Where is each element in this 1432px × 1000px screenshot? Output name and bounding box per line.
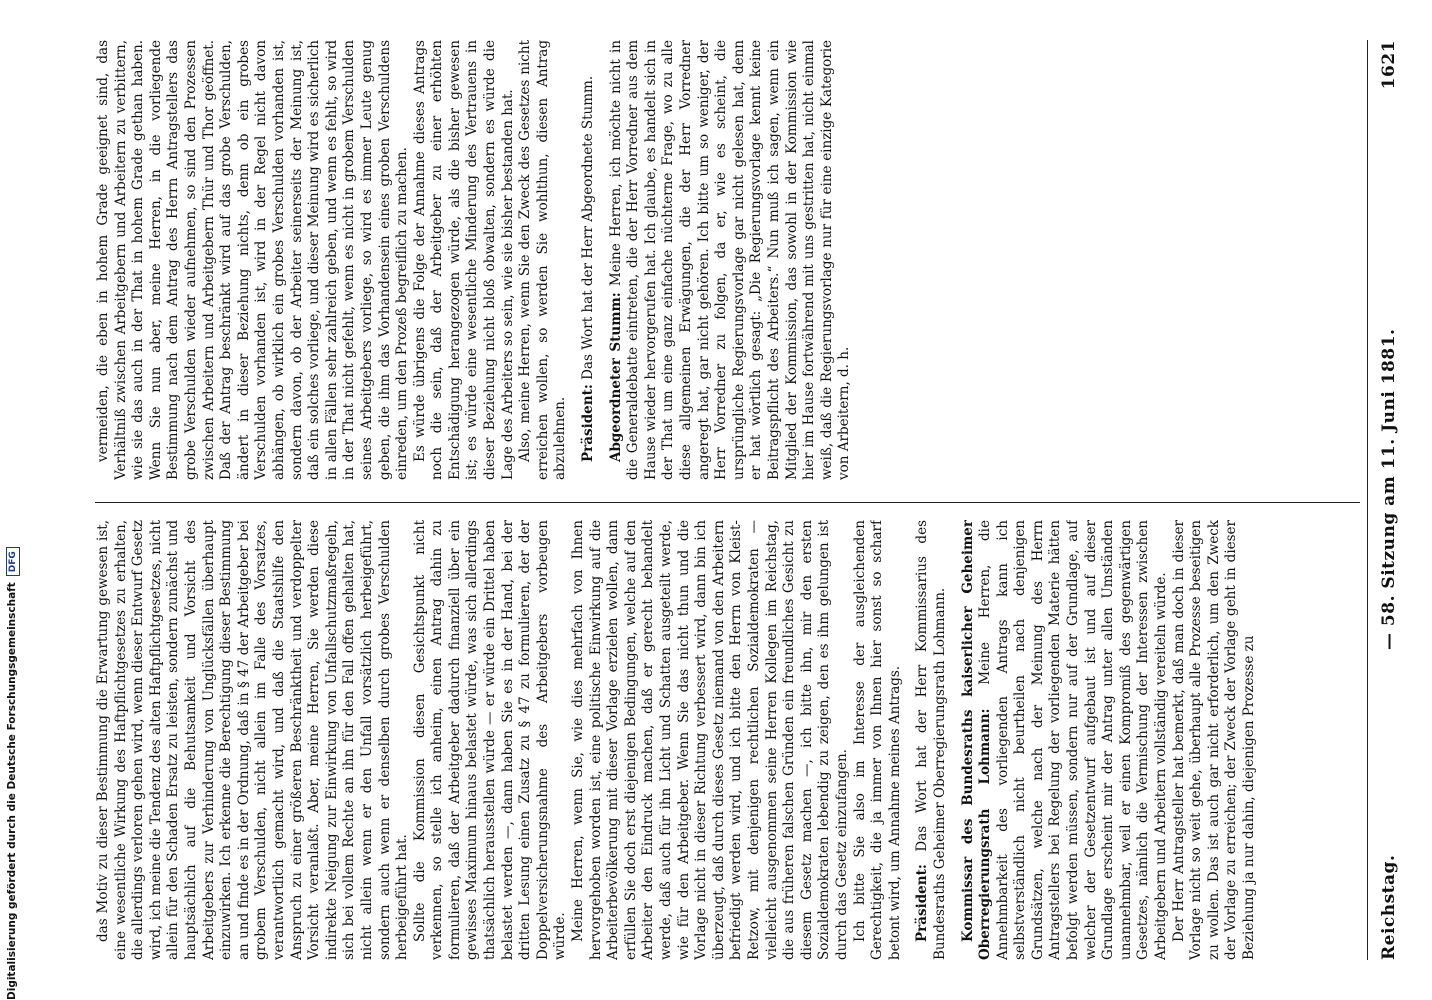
- speaker-name: Präsident:: [914, 864, 931, 942]
- paragraph: vermeiden, die eben in hohem Grade geeignet sind, das Verhältniß zwischen Arbeitgebern und Arbeitern zu verbittern, wie sie das auch in der That in hohem Grade gethan haben. Wenn Sie nun aber, meine Herren, in die vorliegende Bestimmung nach dem Antrag des Herrn Antragstellers das grobe Verschulden wieder aufnehmen, so sind den Prozessen zwischen Arbeitern und Arbeitgebern Thür und Thor geöffnet. Daß der Antrag beschränkt wird auf das grobe Verschulden, ändert in dieser Beziehung nichts, denn ob ein grobes Verschulden vorhanden ist, wird in der Regel nicht davon abhängen, ob wirklich ein grobes Verschulden vorhanden ist, sondern davon, ob der Arbeiter seinerseits der Meinung ist, daß ein solches vorliege, und dieser Meinung wird es sicherlich in allen Fällen sehr zahlreich geben, und wenn es fehlt, so wird in der That nicht gefehlt, wenn es nicht in grobem Verschulden seines Arbeitgebers vorliege, so wird es immer Leute genug geben, die ihm das Vorhandensein eines groben Verschuldens einreden, um den Prozeß begreiflich zu machen.: [95, 40, 411, 480]
- credit-text: Digitalisierung gefördert durch die Deutsche Forschungsgemeinschaft: [6, 582, 18, 1000]
- header-session: — 58. Sitzung am 11. Juni 1881.: [1379, 328, 1399, 650]
- paragraph: Ich bitte Sie also im Interesse der ausgleichenden Gerechtigkeit, die ja immer von Ihnen hier sonst so scharf betont wird, um Annahme meines Antrags.: [851, 520, 903, 960]
- paragraph: [1171, 520, 1259, 960]
- running-header: [1373, 40, 1409, 960]
- speaker-text: Meine Herren, die Annehmbarkeit des vorliegenden Antrags kann ich selbstverständlich nicht beurtheilen nach denjenigen Grundsätzen, welche nach der Meinung des Herrn Antragstellers bei Regelung der vorliegenden Materie hätten befolgt werden müssen, sondern nur auf der Grundlage, auf welcher der Gesetzentwurf aufgebaut ist und auf dieser Grundlage erscheint mir der Antrag unter allen Umständen unannehmbar, weil er einen Kompromiß des gegenwärtigen Gesetzes, nämlich die Vermischung der Interessen zwischen Arbeitgebern und Arbeitern vollständig vereiteln würde.: [977, 520, 1170, 960]
- dfg-logo: DFG: [6, 547, 20, 576]
- page-number: 1621: [1379, 40, 1399, 90]
- header-title: Reichstag.: [1379, 854, 1399, 960]
- speaker-paragraph: [580, 40, 598, 480]
- speaker-text: Der Herr Antragsteller hat bemerkt, daß man doch in dieser Vorlage nicht so weit gehe, überhaupt alle Prozesse beseitigen zu wollen. Das ist auch gar nicht erforderlich, um den Zweck der Vorlage zu erreichen; der Zweck der Vorlage geht in dieser Beziehung ja nur dahin, diejenigen Prozesse zu: [1170, 520, 1257, 960]
- right-column: [95, 40, 1360, 480]
- speaker-text: Meine Herren, ich möchte nicht in die Generaldebatte eintreten, die der Herr Vorredner aus dem Hause wieder hervorgerufen hat. Ich glaube, es handelt sich in der That um eine ganz einfache nüchterne Frage, wo zu alle diese allgemeinen Erwägungen, die der Herr Vorredner angeregt hat, gar nicht gehören. Ich bitte um so weniger, der Herr Vorredner zu folgen, da er, wie es scheint, die ursprüngliche Regierungsvorlage gar nicht gelesen hat, denn er hat wörtlich gesagt: „Die Regierungsvorlage kennt keine Beitragspflicht des Arbeiters.“ Nun muß ich sagen, wenn ein Mitglied der Kommission, das sowohl in der Kommission wie hier im Hause fortwährend mit uns gestritten hat, nicht einmal weiß, daß die Regierungsvorlage nur für eine einzige Kategorie von Arbeitern, d. h.: [607, 40, 853, 480]
- speaker-name: Kommissar des Bundesraths kaiserlicher Geheimer Oberregierungsrath Lohmann:: [959, 520, 994, 960]
- rotated-page-content: [83, 0, 1423, 1000]
- column-divider: [95, 502, 1360, 503]
- paragraph: Es würde übrigens die Folge der Annahme dieses Antrags noch die sein, daß der Arbeitgeber zu einer erhöhten Entschädigung herangezogen würde, als die bisher gewesen ist; es würde eine wesentliche Minderung des Vertrauens in dieser Beziehung nicht bloß obwalten, sondern es würde die Lage des Arbeiters so sein, wie sie bisher bestanden hat.: [411, 40, 516, 480]
- paragraph: Sollte die Kommission diesen Gesichtspunkt nicht verkennen, so stelle ich anheim, einen Antrag dahin zu formulieren, daß der Arbeitgeber dadurch finanziell über ein gewisses Maximum hinaus belastet würde, was sich allerdings thatsächlich herausstellen würde — er würde ein Drittel haben belastet werden —, dann haben Sie es in der Hand, bei der dritten Lesung einen Zusatz zu § 47 zu formulieren, der der Doppelversicherungsnahme des Arbeitgebers vorbeugen würde.: [411, 520, 569, 960]
- speaker-paragraph: [914, 520, 949, 960]
- left-column: [95, 520, 1360, 960]
- paragraph: Also, meine Herren, wenn Sie den Zweck des Gesetzes nicht erreichen wollen, so werden Sie wohlthun, diesen Antrag abzulehnen.: [517, 40, 569, 480]
- paragraph: Meine Herren, wenn Sie, wie dies mehrfach von Ihnen hervorgehoben worden ist, eine politische Einwirkung auf die Arbeiterbevölkerung mit dieser Vorlage erzielen wollen, dann erfüllen Sie doch erst diejenigen Bedingungen, welche auf den Arbeiter den Eindruck machen, daß er gerecht behandelt werde, daß auch für ihn Licht und Schatten ausgeteilt werde, wie für den Arbeitgeber. Wenn Sie das nicht thun und die Vorlage nicht in dieser Richtung verbessert wird, dann bin ich überzeugt, daß durch dieses Gesetz niemand von den Arbeitern befriedigt werden wird, und ich bitte den Herrn von Kleist-Retzow, mit denjenigen rechtlichen Sozialdemokraten — vielleicht ausgenommen seine Herren Kollegen im Reichstag, die aus früheren falschen Gründen ein freundliches Gesicht zu diesem Gesetz machen —, ich bitte ihn, mir den ersten Sozialdemokraten lebendig zu zeigen, den es ihm gelungen ist durch das Gesetz einzufangen.: [570, 520, 850, 960]
- speaker-name: Abgeordneter Stumm:: [607, 292, 624, 462]
- speaker-text: Das Wort hat der Herr Kommissarius des Bundesraths Geheimer Oberregierungsrath Lohmann.: [914, 520, 948, 960]
- speaker-name: Präsident:: [580, 384, 597, 462]
- header-rule: [1367, 40, 1368, 960]
- digitization-credit: [6, 0, 24, 1000]
- speaker-paragraph: [608, 40, 854, 480]
- speaker-text: Das Wort hat der Herr Abgeordnete Stumm.: [580, 75, 597, 380]
- speaker-paragraph: [960, 520, 1171, 960]
- paragraph: das Motiv zu dieser Bestimmung die Erwartung gewesen ist, eine wesentliche Wirkung des Haftpflichtgesetzes zu erhalten, die allerdings verloren gehen wird, wenn dieser Entwurf Gesetz wird, ich meine die Tendenz des alten Haftpflichtgesetzes, nicht allein für den Schaden Ersatz zu leisten, sondern zunächst und hauptsächlich auf die Behutsamkeit und Vorsicht des Arbeitgebers zur Verhinderung von Unglücksfällen überhaupt einzuwirken. Ich erkenne die Berechtigung dieser Bestimmung an und finde es in der Ordnung, daß in § 47 der Arbeitgeber bei grobem Verschulden, nicht allein im Falle des Vorsatzes, verantwortlich gemacht wird, und daß die Staatshilfe den Anspruch zu einer größeren Beschränktheit und verdoppelter Vorsicht veranlaßt. Aber, meine Herren, Sie werden diese indirekte Neigung zur Einwirkung von Unfallschutzmaßregeln, sich bei vollem Rechte an ihn für den Fall offen gehalten hat, nicht allein wenn er den Unfall vorsätzlich herbeigeführt, sondern auch wenn er denselben durch grobes Verschulden herbeigeführt hat.: [95, 520, 411, 960]
